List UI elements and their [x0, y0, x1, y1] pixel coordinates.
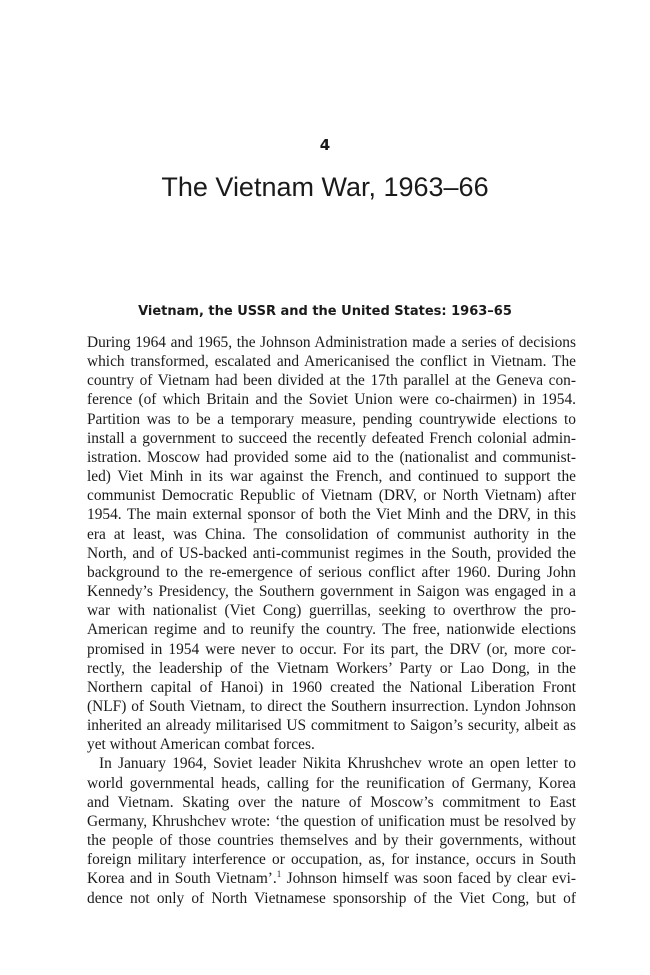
- text-line: North, and of US-backed anti-communist regimes in the South, provided the: [87, 544, 576, 562]
- text-line: Germany, Khrushchev wrote: ‘the question of unification must be resolved by: [87, 812, 576, 830]
- text-line: background to the re-emergence of serious conflict after 1960. During John: [87, 563, 576, 581]
- text-line: inherited an already militarised US commitment to Saigon’s security, albeit as: [87, 717, 576, 735]
- paragraph-2: [87, 754, 576, 907]
- line-tail: Johnson himself was soon faced by clear evi-: [281, 870, 576, 888]
- text-line: communist Democratic Republic of Vietnam (DRV, or North Vietnam) after: [87, 487, 576, 505]
- line-text: Korea and in South Vietnam’.: [87, 870, 277, 888]
- text-line: led) Viet Minh in its war against the French, and continued to support the: [87, 468, 576, 486]
- text-line: American regime and to reunify the country. The free, nationwide elections: [87, 621, 576, 639]
- text-line: (NLF) of South Vietnam, to direct the Southern insurrection. Lyndon Johnson: [87, 697, 576, 715]
- text-line: yet without American combat forces.: [87, 736, 315, 754]
- text-line: promised in 1954 were never to occur. For its part, the DRV (or, more cor-: [87, 640, 576, 658]
- chapter-title: The Vietnam War, 1963–66: [161, 172, 489, 202]
- footnote-marker[interactable]: 1: [276, 869, 282, 880]
- body-text: [87, 333, 576, 908]
- text-line: which transformed, escalated and Americanised the conflict in Vietnam. The: [87, 353, 576, 371]
- text-line: 1954. The main external sponsor of both the Viet Minh and the DRV, in this: [87, 506, 576, 524]
- text-line: Northern capital of Hanoi) in 1960 created the National Liberation Front: [87, 678, 576, 696]
- chapter-number: 4: [319, 136, 331, 154]
- text-line: and Vietnam. Skating over the nature of Moscow’s commitment to East: [87, 793, 576, 811]
- text-line: Partition was to be a temporary measure, pending countrywide elections to: [87, 410, 576, 428]
- text-line: era at least, was China. The consolidation of communist authority in the: [87, 525, 576, 543]
- text-line: the people of those countries themselves and by their governments, without: [87, 832, 576, 850]
- section-heading: Vietnam, the USSR and the United States: 1963–65: [138, 304, 512, 319]
- text-line: dence not only of North Vietnamese sponsorship of the Viet Cong, but of: [87, 889, 576, 907]
- text-line: install a government to succeed the recently defeated French colonial admin-: [87, 429, 576, 447]
- text-line: world governmental heads, calling for the reunification of Germany, Korea: [87, 774, 576, 792]
- text-line: country of Vietnam had been divided at the 17th parallel at the Geneva con-: [87, 372, 576, 390]
- text-line: In January 1964, Soviet leader Nikita Khrushchev wrote an open letter to: [99, 755, 576, 773]
- text-line: During 1964 and 1965, the Johnson Administration made a series of decisions: [87, 334, 576, 351]
- text-line: Kennedy’s Presidency, the Southern government in Saigon was engaged in a: [87, 583, 576, 601]
- text-line: foreign military interference or occupation, as, for instance, occurs in South: [87, 851, 576, 869]
- text-line: rectly, the leadership of the Vietnam Workers’ Party or Lao Dong, in the: [87, 659, 576, 677]
- text-line-with-footnote: [87, 869, 576, 888]
- paragraph-1: [87, 333, 576, 754]
- text-line: ference (of which Britain and the Soviet Union were co-chairmen) in 1954.: [87, 391, 576, 409]
- text-line: istration. Moscow had provided some aid to the (nationalist and communist-: [87, 448, 576, 466]
- text-line: war with nationalist (Viet Cong) guerrillas, seeking to overthrow the pro-: [87, 602, 576, 620]
